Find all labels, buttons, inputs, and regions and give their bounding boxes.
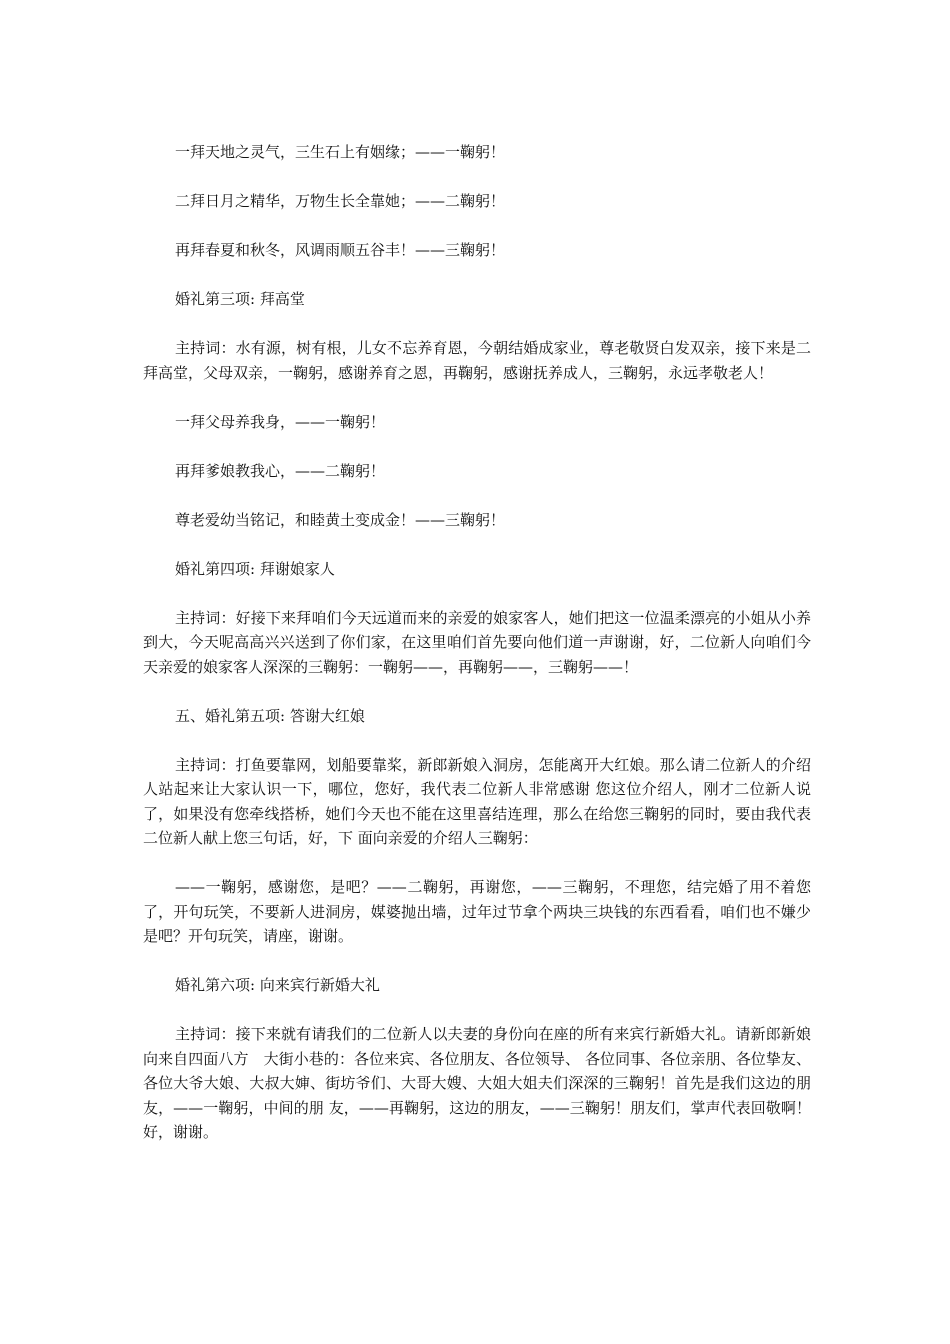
host-speech-5-continued: ——一鞠躬，感谢您，是吧？——二鞠躬，再谢您，——三鞠躬，不理您，结完婚了用不着您了，开句玩笑，不要新人进洞房，媒婆抛出墙，过年过节拿个两块三块钱的东西看看，咱们也不嫌少是吧？开句玩笑，请座，谢谢。 xyxy=(143,878,811,945)
host-speech-6: 主持词：接下来就有请我们的二位新人以夫妻的身份向在座的所有来宾行新婚大礼。请新郎新娘向来自四面八方 大街小巷的：各位来宾、各位朋友、各位领导、 各位同事、各位亲朋、各位挚友、各位大爷大娘、大叔大婶、街坊爷们、大哥大嫂、大姐大姐夫们深深的三鞠躬！首先是我们这边的朋友，——一鞠躬，中间的朋 友，——再鞠躬，这边的朋友，——三鞠躬！朋友们，掌声代表回敬啊！好，谢谢。 xyxy=(143,1025,811,1141)
verse-line-5: 再拜爹娘教我心，——二鞠躬！ xyxy=(175,461,386,480)
host-speech-5: 主持词：打鱼要靠网，划船要靠桨，新郎新娘入洞房，怎能离开大红娘。那么请二位新人的介绍人站起来让大家认识一下，哪位，您好，我代表二位新人非常感谢 您这位介绍人，刚才二位新人说了，如果没有您牵线搭桥，她们今天也不能在这里喜结连理，那么在给您三鞠躬的同时，要由我代表二位新人献上您三句话，好，下 面向亲爱的介绍人三鞠躬： xyxy=(143,755,811,847)
verse-line-6: 尊老爱幼当铭记，和睦黄土变成金！——三鞠躬！ xyxy=(175,510,506,529)
section-heading-4: 婚礼第四项: 拜谢娘家人 xyxy=(175,559,335,578)
section-heading-3: 婚礼第三项: 拜高堂 xyxy=(175,290,305,308)
section-heading-6: 婚礼第六项: 向来宾行新婚大礼 xyxy=(175,976,380,994)
section-heading-5: 五、婚礼第五项: 答谢大红娘 xyxy=(175,706,365,725)
verse-line-1: 一拜天地之灵气，三生石上有姻缘；——一鞠躬！ xyxy=(175,143,506,161)
verse-line-4: 一拜父母养我身，——一鞠躬！ xyxy=(175,412,386,431)
verse-line-2: 二拜日月之精华，万物生长全靠她；——二鞠躬！ xyxy=(175,192,506,210)
document-body xyxy=(143,140,811,1169)
host-speech-4: 主持词：好接下来拜咱们今天远道而来的亲爱的娘家客人，她们把这一位温柔漂亮的小姐从小养到大，今天呢高高兴兴送到了你们家，在这里咱们首先要向他们道一声谢谢，好，二位新人向咱们今天亲爱的娘家客人深深的三鞠躬：一鞠躬——，再鞠躬——，三鞠躬——！ xyxy=(143,608,811,676)
verse-line-3: 再拜春夏和秋冬，风调雨顺五谷丰！——三鞠躬！ xyxy=(175,241,506,259)
host-speech-3: 主持词：水有源，树有根，儿女不忘养育恩，今朝结婚成家业，尊老敬贤白发双亲，接下来是二拜高堂，父母双亲，一鞠躬，感谢养育之恩，再鞠躬，感谢抚养成人，三鞠躬，永远孝敬老人！ xyxy=(143,339,811,382)
